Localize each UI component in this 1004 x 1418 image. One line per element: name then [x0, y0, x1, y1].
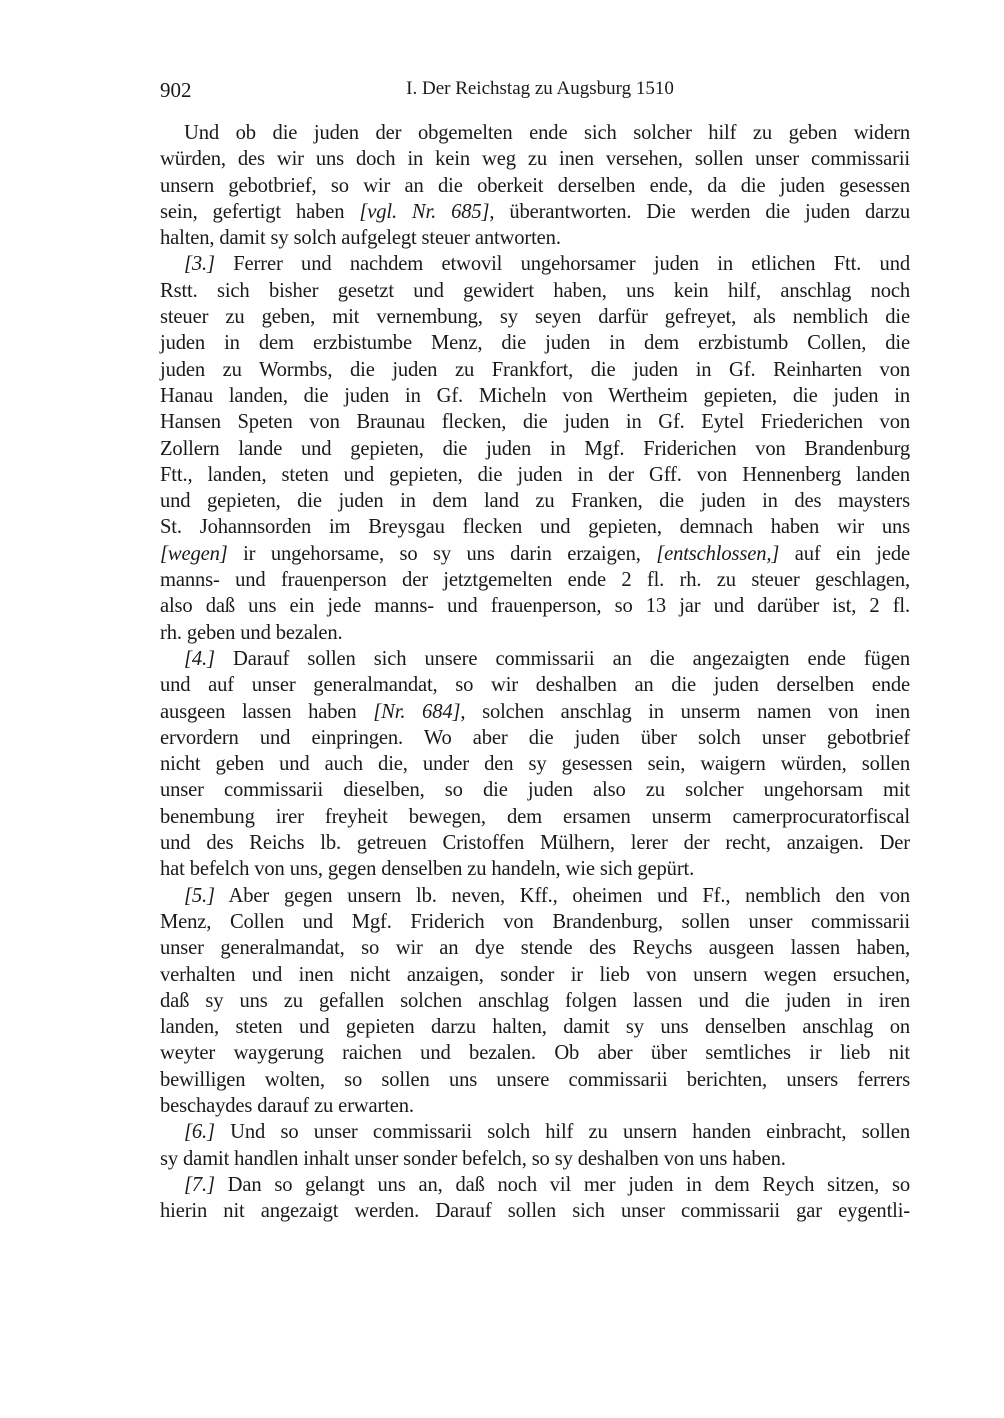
- text-line: [160, 1119, 910, 1145]
- text-line: [160, 1198, 910, 1224]
- text-line: [160, 409, 910, 435]
- text-line: [160, 120, 910, 146]
- text-line: [160, 541, 910, 567]
- editorial-note: [3.]: [184, 253, 215, 276]
- text-segment: auf ein jede: [779, 542, 910, 565]
- text-segment: Dan so gelangt uns an, daß noch vil mer juden in dem Reych sitzen, so: [214, 1173, 910, 1196]
- text-segment: daß sy uns zu gefallen solchen anschlag folgen lassen und die juden in iren: [160, 989, 910, 1012]
- text-line: [160, 699, 910, 725]
- text-segment: halten, damit sy solch aufgelegt steuer antworten.: [160, 227, 561, 250]
- text-segment: ervordern und einpringen. Wo aber die juden über solch unser gebotbrief: [160, 726, 910, 749]
- text-line: [160, 251, 910, 277]
- text-line: [160, 725, 910, 751]
- text-line: [160, 1014, 910, 1040]
- text-line: [160, 962, 910, 988]
- text-line: [160, 199, 910, 225]
- text-segment: juden zu Wormbs, die juden zu Frankfort, die juden in Gf. Reinharten von: [160, 358, 910, 381]
- text-segment: Aber gegen unsern lb. neven, Kff., oheimen und Ff., nemblich den von: [214, 884, 910, 907]
- text-segment: manns- und frauenperson der jetztgemelten ende 2 fl. rh. zu steuer geschlagen,: [160, 569, 910, 592]
- text-segment: , überantworten. Die werden die juden darzu: [489, 200, 910, 223]
- text-segment: Hanau landen, die juden in Gf. Micheln von Wertheim gepieten, die juden in: [160, 384, 910, 407]
- text-line: [160, 777, 910, 803]
- text-segment: unser commissarii dieselben, so die juden also zu solcher ungehorsam mit: [160, 779, 910, 802]
- text-segment: ir ungehorsame, so sy uns darin erzaigen,: [227, 542, 657, 565]
- editorial-note: [Nr. 684]: [373, 700, 461, 723]
- text-segment: Hansen Speten von Braunau flecken, die juden in Gf. Eytel Friederichen von: [160, 411, 910, 434]
- text-segment: unsern gebotbrief, so wir an die oberkeit derselben ende, da die juden gesessen: [160, 174, 910, 197]
- text-segment: juden in dem erzbistumbe Menz, die juden in dem erzbistumb Collen, die: [160, 332, 910, 355]
- text-segment: Darauf sollen sich unsere commissarii an die angezaigten ende fügen: [214, 647, 910, 670]
- text-segment: , solchen anschlag in unserm namen von inen: [460, 700, 910, 723]
- page-number: 902: [160, 78, 192, 102]
- text-segment: steuer zu geben, mit vernembung, sy seyen darfür gefreyet, als nemblich die: [160, 306, 910, 329]
- text-segment: Ftt., landen, steten und gepieten, die juden in der Gff. von Hennenberg landen: [160, 463, 910, 486]
- text-line: [160, 225, 910, 251]
- text-line: [160, 646, 910, 672]
- text-segment: beschaydes darauf zu erwarten.: [160, 1094, 414, 1117]
- text-segment: also daß uns ein jede manns- und frauenperson, so 13 jar und darüber ist, 2 fl.: [160, 595, 910, 618]
- text-line: [160, 173, 910, 199]
- text-line: [160, 593, 910, 619]
- text-line: [160, 278, 910, 304]
- text-segment: nicht geben und auch die, under den sy gesessen sein, waigern würden, sollen: [160, 753, 910, 776]
- page-header: [160, 78, 910, 106]
- text-segment: und auf unser generalmandat, so wir deshalben an die juden derselben ende: [160, 674, 910, 697]
- text-segment: Rstt. sich bisher gesetzt und gewidert haben, uns kein hilf, anschlag noch: [160, 279, 910, 302]
- text-line: [160, 804, 910, 830]
- text-segment: hierin nit angezaigt werden. Darauf sollen sich unser commissarii gar eygentli-: [160, 1200, 910, 1223]
- text-line: [160, 330, 910, 356]
- text-line: [160, 1172, 910, 1198]
- text-line: [160, 567, 910, 593]
- text-line: [160, 1067, 910, 1093]
- text-line: [160, 856, 910, 882]
- text-line: [160, 883, 910, 909]
- text-segment: Zollern lande und gepieten, die juden in Mgf. Friderichen von Brandenburg: [160, 437, 910, 460]
- text-segment: St. Johannsorden im Breysgau flecken und gepieten, demnach haben wir uns: [160, 516, 910, 539]
- text-segment: hat befelch von uns, gegen denselben zu handeln, wie sich gepürt.: [160, 858, 695, 881]
- text-segment: sy damit handlen inhalt unser sonder befelch, so sy deshalben von uns haben.: [160, 1147, 786, 1170]
- editorial-note: [entschlossen,]: [656, 542, 780, 565]
- text-segment: Und ob die juden der obgemelten ende sich solcher hilf zu geben widern: [184, 122, 910, 144]
- text-segment: Und so unser commissarii solch hilf zu unsern handen einbracht, sollen: [214, 1121, 910, 1144]
- text-line: [160, 1146, 910, 1172]
- text-line: [160, 488, 910, 514]
- text-line: [160, 751, 910, 777]
- text-line: [160, 304, 910, 330]
- text-line: [160, 672, 910, 698]
- text-line: [160, 436, 910, 462]
- text-segment: würden, des wir uns doch in kein weg zu inen versehen, sollen unser commissarii: [160, 148, 910, 171]
- text-segment: verhalten und inen nicht anzaigen, sonder ir lieb von unsern wegen ersuchen,: [160, 963, 910, 986]
- text-line: [160, 514, 910, 540]
- text-segment: unser generalmandat, so wir an dye stende des Reychs ausgeen lassen haben,: [160, 937, 910, 960]
- text-line: [160, 620, 910, 646]
- text-segment: weyter waygerung raichen und bezalen. Ob aber über semtliches ir lieb nit: [160, 1042, 910, 1065]
- text-line: [160, 935, 910, 961]
- text-segment: rh. geben und bezalen.: [160, 621, 343, 644]
- text-line: [160, 146, 910, 172]
- text-line: [160, 383, 910, 409]
- text-line: [160, 1040, 910, 1066]
- text-segment: sein, gefertigt haben: [160, 200, 360, 223]
- text-line: [160, 462, 910, 488]
- text-segment: und gepieten, die juden in dem land zu Franken, die juden in des maysters: [160, 490, 910, 513]
- text-segment: landen, steten und gepieten darzu halten, damit sy uns denselben anschlag on: [160, 1016, 910, 1039]
- text-line: [160, 1093, 910, 1119]
- text-line: [160, 830, 910, 856]
- editorial-note: [4.]: [184, 647, 215, 670]
- text-segment: ausgeen lassen haben: [160, 700, 374, 723]
- text-line: [160, 988, 910, 1014]
- text-segment: bewilligen wolten, so sollen uns unsere commissarii berichten, unsers ferrers: [160, 1068, 910, 1091]
- text-segment: benembung irer freyheit bewegen, dem ersamen unserm camerprocuratorfiscal: [160, 805, 910, 828]
- editorial-note: [7.]: [184, 1173, 215, 1196]
- editorial-note: [6.]: [184, 1121, 215, 1144]
- text-segment: und des Reichs lb. getreuen Cristoffen Mülhern, lerer der recht, anzaigen. Der: [160, 832, 910, 855]
- running-title: I. Der Reichstag zu Augsburg 1510: [406, 78, 674, 99]
- body-text: [160, 120, 910, 1224]
- text-segment: Ferrer und nachdem etwovil ungehorsamer juden in etlichen Ftt. und: [214, 253, 910, 276]
- text-line: [160, 909, 910, 935]
- text-segment: Menz, Collen und Mgf. Friderich von Brandenburg, sollen unser commissarii: [160, 910, 910, 933]
- editorial-note: [wegen]: [160, 542, 228, 565]
- text-line: [160, 357, 910, 383]
- editorial-note: [vgl. Nr. 685]: [359, 200, 490, 223]
- editorial-note: [5.]: [184, 884, 215, 907]
